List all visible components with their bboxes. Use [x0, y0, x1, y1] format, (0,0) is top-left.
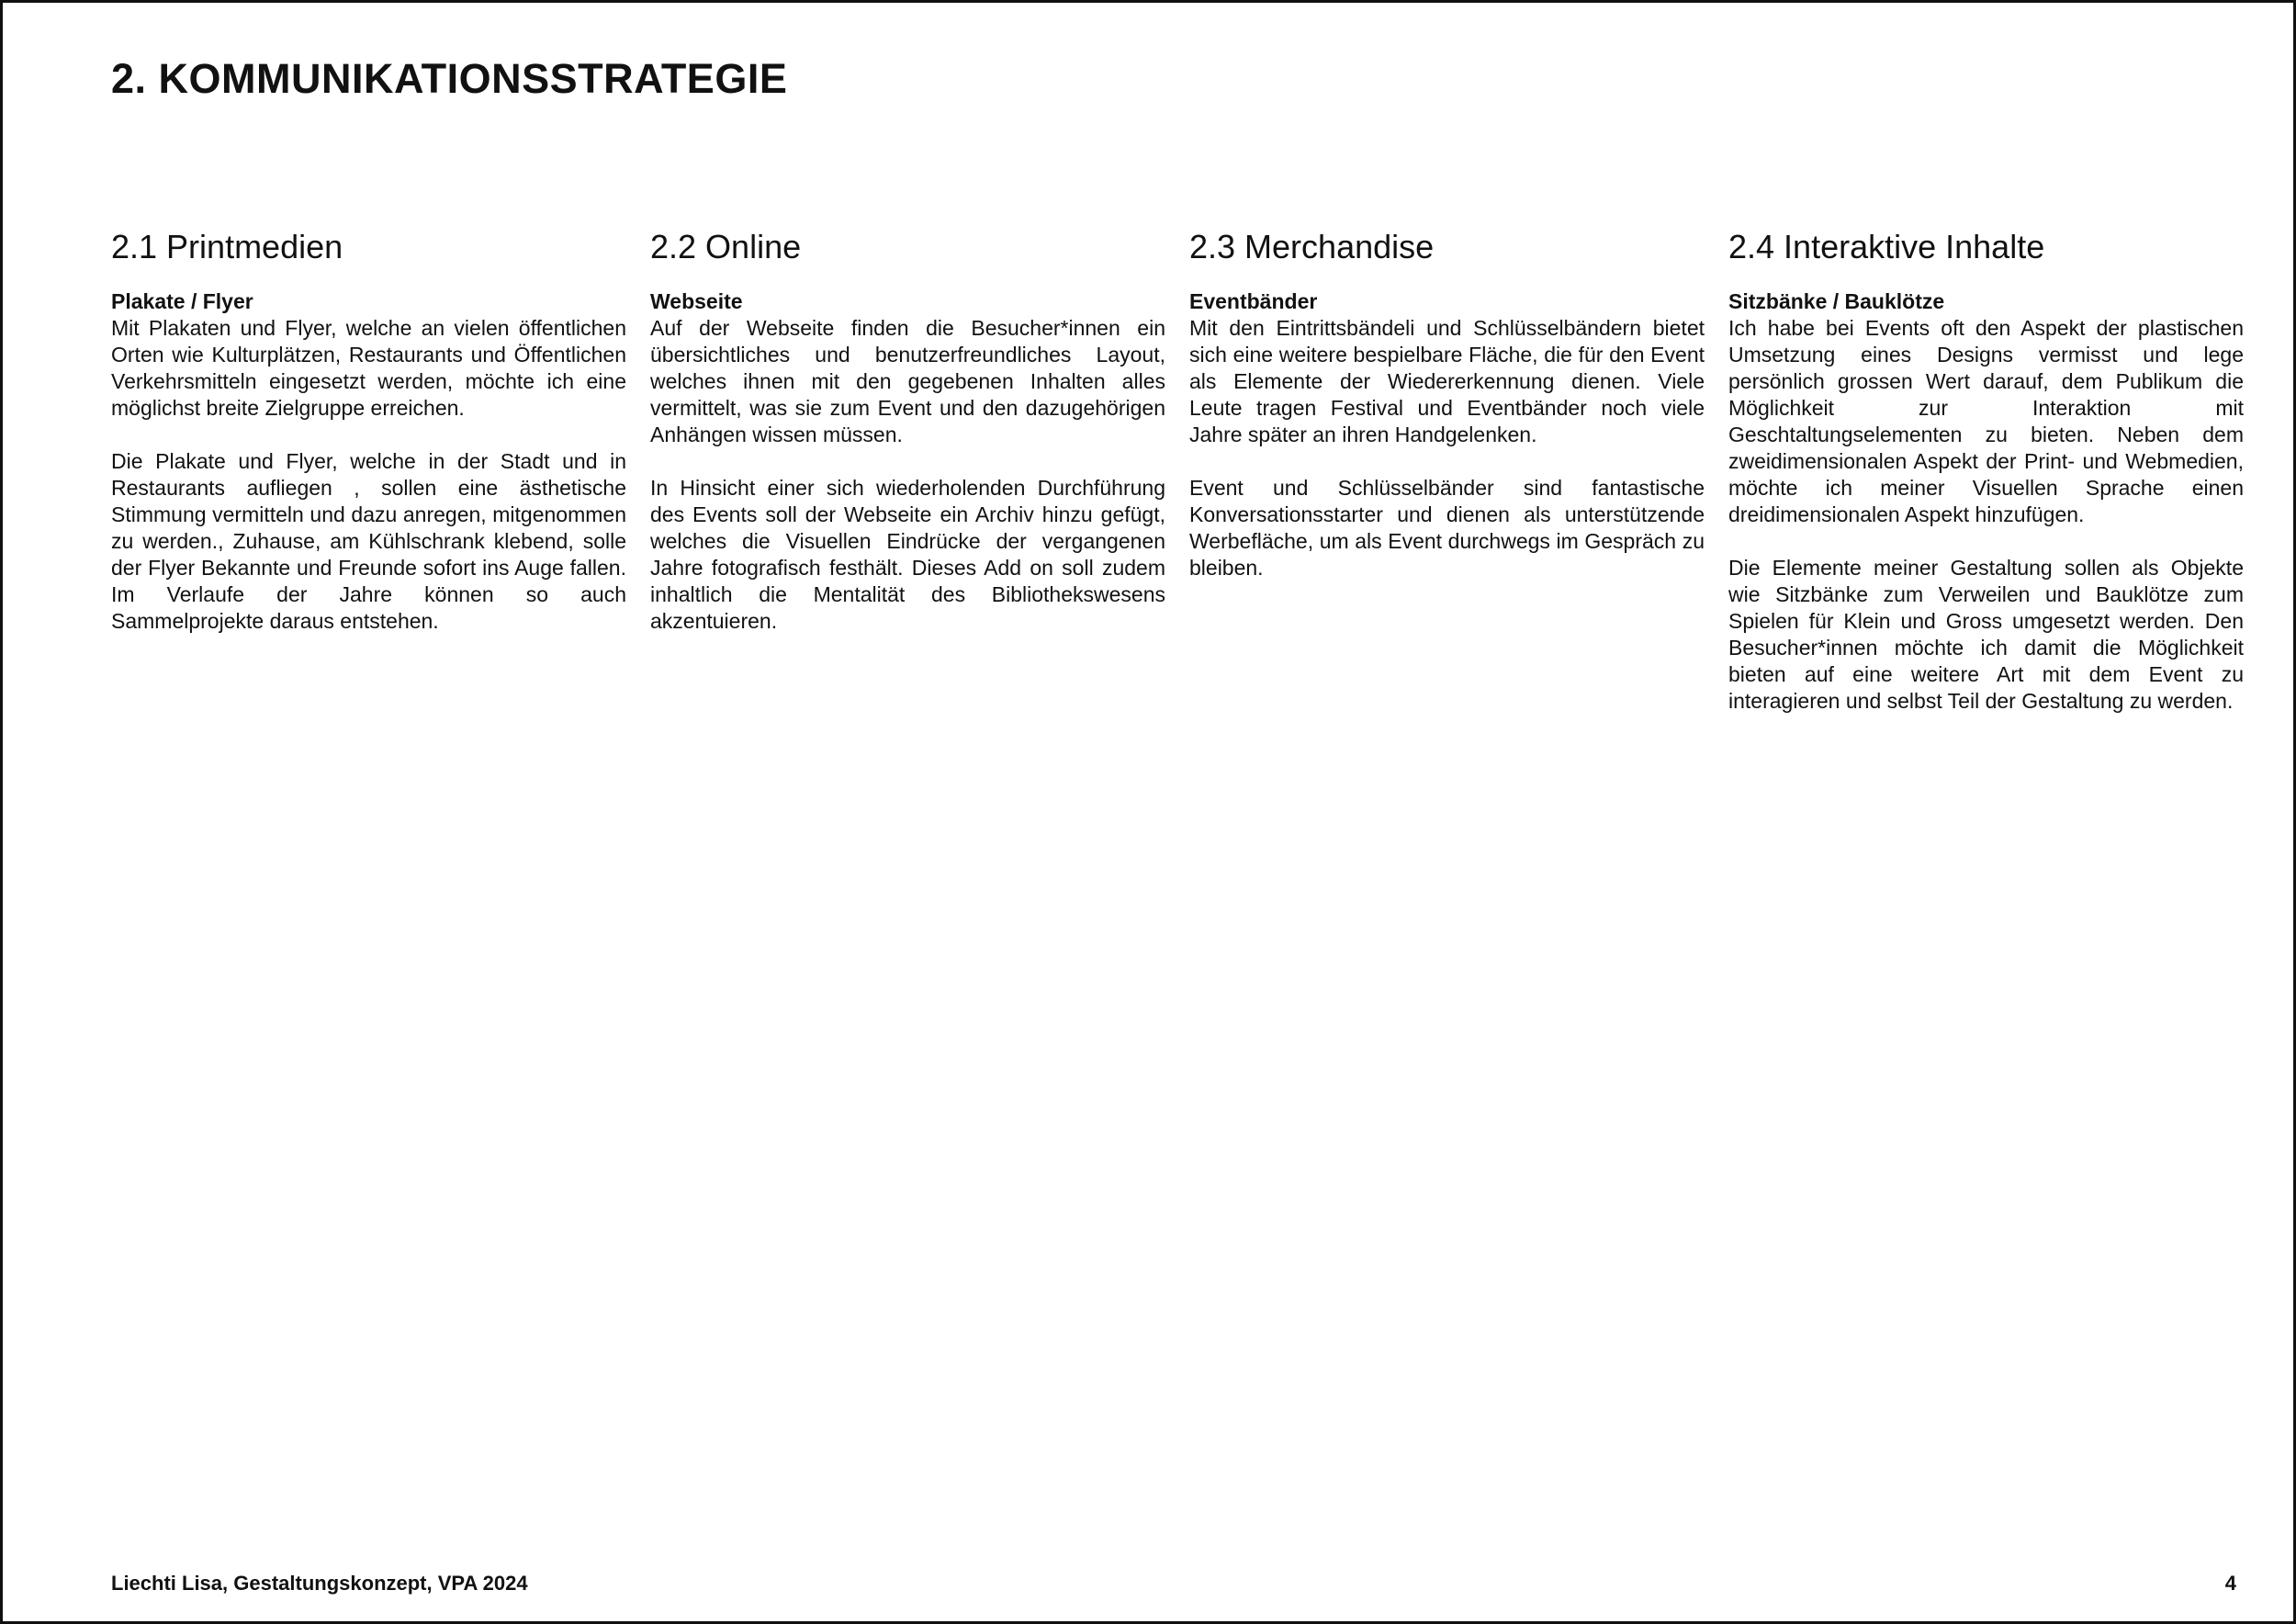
paragraph-merchandise-1: Mit den Eintrittsbändeli und Schlüsselbändern bietet sich eine weitere bespielbare Fläche, die für den Event als Elemente der Wiedererkennung dienen. Viele Leute tragen Festival und Eventbänder noch viele Jahre später an ihren Handgelenken. [1189, 316, 1705, 447]
footer-credit: Liechti Lisa, Gestaltungskonzept, VPA 2024 [111, 1572, 528, 1595]
column-merchandise [1189, 227, 1705, 741]
section-heading-printmedien: 2.1 Printmedien [111, 228, 343, 265]
section-heading-interaktive-inhalte: 2.4 Interaktive Inhalte [1728, 228, 2045, 265]
subheading-eventbaender: Eventbänder [1189, 289, 1318, 314]
column-printmedien [111, 227, 626, 741]
paragraph-printmedien-1: Mit Plakaten und Flyer, welche an vielen öffentlichen Orten wie Kulturplätzen, Restaurants und Öffentlichen Verkehrsmitteln eingesetzt werden, möchte ich eine möglichst breite Zielgruppe erreichen. [111, 316, 626, 421]
subheading-sitzbaenke-baukloetze: Sitzbänke / Bauklötze [1728, 289, 1945, 314]
paragraph-interaktiv-1: Ich habe bei Events oft den Aspekt der plastischen Umsetzung eines Designs vermisst und lege persönlich grossen Wert darauf, dem Publikum die Möglichkeit zur Interaktion mit Geschtaltungselementen zu bieten. Neben dem zweidimensionalen Aspekt der Print- und Webmedien, möchte ich meiner Visuellen Sprache einen dreidimensionalen Aspekt hinzufügen. [1728, 316, 2244, 527]
paragraph-merchandise-2: Event und Schlüsselbänder sind fantastische Konversationsstarter und dienen als unterstützende Werbefläche, um als Event durchwegs im Gespräch zu bleiben. [1189, 476, 1705, 581]
paragraph-interaktiv-2: Die Elemente meiner Gestaltung sollen als Objekte wie Sitzbänke zum Verweilen und Bauklötze zum Spielen für Klein und Gross umgesetzt werden. Den Besucher*innen möchte ich damit die Möglichkeit bieten auf eine weitere Art mit dem Event zu interagieren und selbst Teil der Gestaltung zu werden. [1728, 556, 2244, 714]
paragraph-printmedien-2: Die Plakate und Flyer, welche in der Stadt und in Restaurants aufliegen , sollen eine ästhetische Stimmung vermitteln und dazu anregen, mitgenommen zu werden., Zuhause, am Kühlschrank klebend, solle der Flyer Bekannte und Freunde sofort ins Auge fallen. Im Verlaufe der Jahre können so auch Sammelprojekte daraus entstehen. [111, 449, 626, 634]
section-heading-online: 2.2 Online [650, 228, 802, 265]
strategy-columns [111, 227, 2246, 741]
page-number: 4 [2224, 1572, 2236, 1595]
section-heading-merchandise: 2.3 Merchandise [1189, 228, 1435, 265]
column-online [650, 227, 1165, 741]
paragraph-online-1: Auf der Webseite finden die Besucher*innen ein übersichtliches und benutzerfreundliches Layout, welches ihnen mit den gegebenen Inhalten alles vermittelt, was sie zum Event und den dazugehörigen Anhängen wissen müssen. [650, 316, 1165, 447]
subheading-webseite: Webseite [650, 289, 743, 314]
subheading-plakate-flyer: Plakate / Flyer [111, 289, 253, 314]
column-interaktive-inhalte [1728, 227, 2244, 741]
page-title: 2. KOMMUNIKATIONSSTRATEGIE [111, 55, 788, 102]
paragraph-online-2: In Hinsicht einer sich wiederholenden Durchführung des Events soll der Webseite ein Archiv hinzu gefügt, welches die Visuellen Eindrücke der vergangenen Jahre fotografisch festhält. Dieses Add on soll zudem inhaltlich die Mentalität des Bibliothekswesens akzentuieren. [650, 476, 1165, 634]
